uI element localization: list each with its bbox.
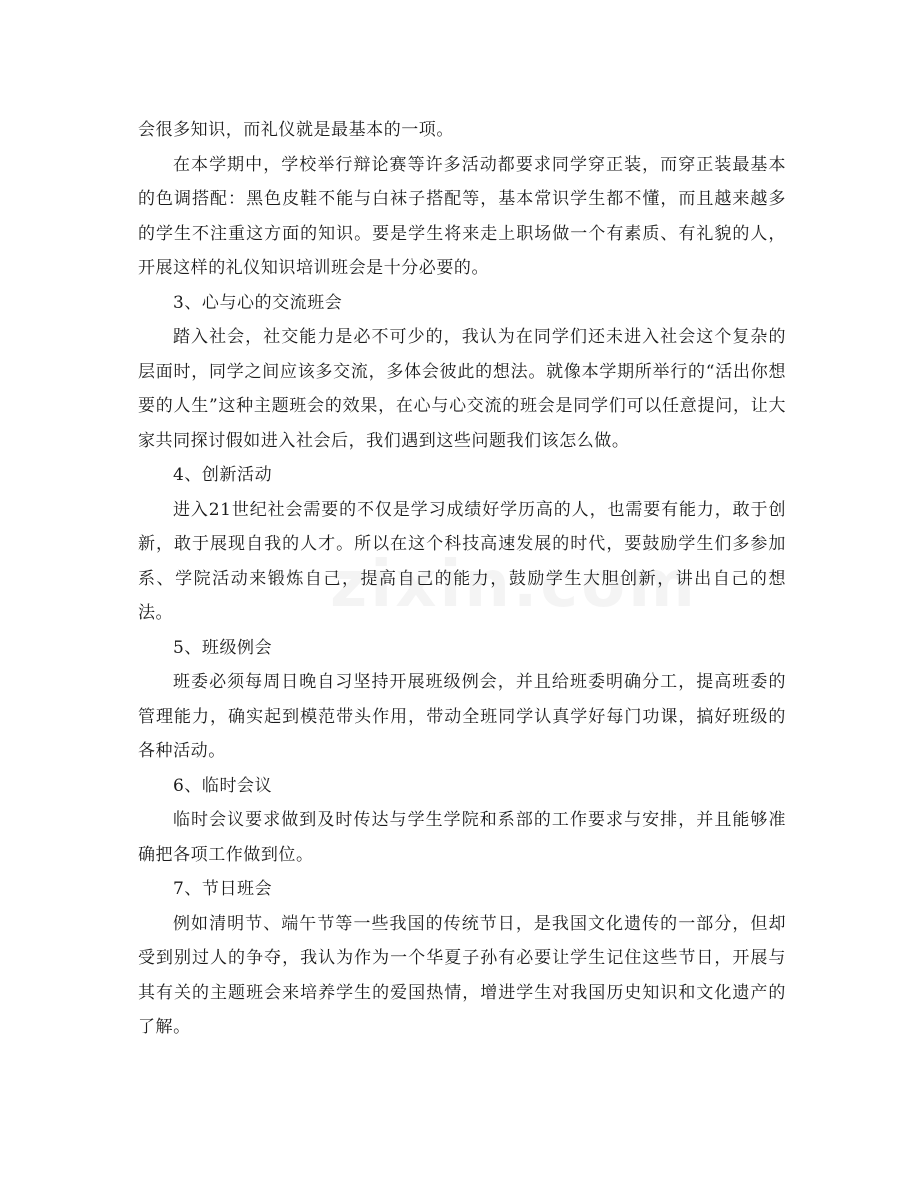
paragraph-temporary-meeting: 临时会议要求做到及时传达与学生学院和系部的工作要求与安排，并且能够准确把各项工作做到位。	[138, 810, 786, 865]
paragraph-class-regular-meeting: 班委必须每周日晚自习坚持开展班级例会，并且给班委明确分工，提高班委的管理能力，确实起到模范带头作用，带动全班同学认真学好每门功课，搞好班级的各种活动。	[138, 672, 786, 761]
heading-class-regular-meeting: 5、班级例会	[173, 637, 273, 658]
heading-heart-exchange-meeting: 3、心与心的交流班会	[173, 292, 343, 313]
paragraph-heart-exchange: 踏入社会，社交能力是必不可少的，我认为在同学们还未进入社会这个复杂的层面时，同学之间应该多交流，多体会彼此的想法。就像本学期所举行的“活出你想要的人生”这种主题班会的效果，在心与心交流的班会是同学们可以任意提问，让大家共同探讨假如进入社会后，我们遇到这些问题我们该怎么做。	[138, 327, 786, 451]
document-body	[138, 113, 786, 1045]
paragraph-etiquette-training: 在本学期中，学校举行辩论赛等许多活动都要求同学穿正装，而穿正装最基本的色调搭配：黑色皮鞋不能与白袜子搭配等，基本常识学生都不懂，而且越来越多的学生不注重这方面的知识。要是学生将来走上职场做一个有素质、有礼貌的人，开展这样的礼仪知识培训班会是十分必要的。	[138, 154, 786, 278]
heading-temporary-meeting: 6、临时会议	[173, 775, 273, 796]
paragraph-intro-continuation: 会很多知识，而礼仪就是最基本的一项。	[138, 120, 454, 140]
heading-festival-meeting: 7、节日班会	[173, 879, 273, 899]
paragraph-innovation: 进入21世纪社会需要的不仅是学习成绩好学历高的人，也需要有能力，敢于创新，敢于展现自我的人才。所以在这个科技高速发展的时代，要鼓励学生们多参加系、学院活动来锻炼自己，提高自己的能力，鼓励学生大胆创新，讲出自己的想法。	[138, 499, 786, 623]
heading-innovation-activity: 4、创新活动	[173, 465, 273, 485]
paragraph-festival-meeting: 例如清明节、端午节等一些我国的传统节日，是我国文化遗传的一部分，但却受到别过人的争夺，我认为作为一个华夏子孙有必要让学生记住这些节日，开展与其有关的主题班会来培养学生的爱国热情，增进学生对我国历史知识和文化遗产的了解。	[138, 913, 786, 1037]
